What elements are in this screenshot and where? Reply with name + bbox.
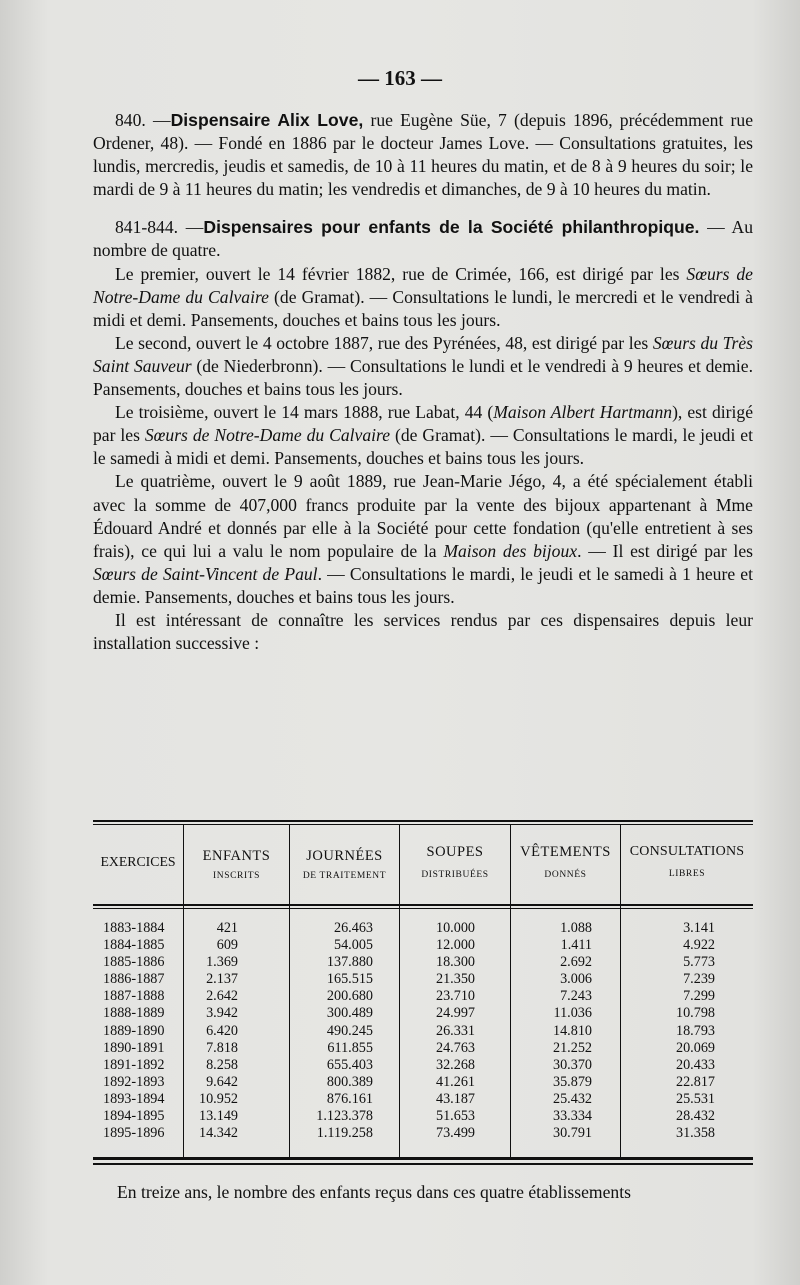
table-cell: 24.997 [435,1005,475,1022]
table-top-rule-thin [93,824,753,825]
entry-number: 841-844. — [115,217,204,238]
table-cell: 421 [216,920,238,936]
table-cell: 1883-1884 [103,920,165,936]
table-cell: 1.411 [560,937,592,954]
table-cell: 28.432 [675,1108,715,1125]
table-cell: 165.515 [326,971,373,988]
table-cell: 876.161 [326,1090,373,1107]
table-cell: 1895-1896 [103,1125,165,1142]
table-cell: 43.187 [435,1090,475,1107]
header-journees [290,848,399,881]
table-cell: 10.952 [198,1090,238,1107]
table-cell: 4.922 [683,937,715,954]
table-cell: 137.880 [326,954,373,971]
text-run: Le quatrième, ouvert le 9 août 1889, rue Jean-Marie Jégo, 4, a été spécialement établi avec la somme de 407,000 francs produite par la vente des bijoux appartenant à Mme Édouard André et donnés par elle à la Société pour cette fondation (qu'elle entretient à ses frais), ce qui lui a valu le nom populaire de la [93,471,753,561]
table-cell: 12.000 [435,937,475,954]
column-consultations [653,920,715,1142]
text-run: Le second, ouvert le 4 octobre 1887, rue des Pyrénées, 48, est dirigé par les [115,332,653,353]
table-cell: 14.342 [198,1125,238,1142]
table-cell: 2.642 [206,988,238,1005]
statistics-table [93,820,753,1170]
italic-run: Maison Albert Hartmann [493,402,673,423]
table-cell: 1.369 [206,954,238,971]
table-cell: 655.403 [326,1056,373,1073]
table-cell: 30.791 [552,1125,592,1142]
table-cell: 5.773 [683,954,715,971]
entry-title: Dispensaires pour enfants de la Société philanthropique. [203,217,700,238]
header-sublabel: DE TRAITEMENT [302,871,387,881]
italic-run: Sœurs de Notre-Dame du Calvaire [144,425,391,446]
table-cell: 3.006 [560,971,592,988]
header-exercices [93,854,183,870]
table-cell: 9.642 [206,1073,238,1090]
body-text [93,109,753,655]
table-cell: 41.261 [435,1073,475,1090]
text-run: Le premier, ouvert le 14 février 1882, rue de Crimée, 166, est dirigé par les [115,263,687,284]
table-cell: 7.818 [206,1039,238,1056]
table-cell: 1890-1891 [103,1039,165,1056]
header-enfants [184,848,289,881]
table-cell: 18.793 [675,1022,715,1039]
header-label: SOUPES [426,844,484,860]
table-cell: 13.149 [198,1108,238,1125]
table-cell: 26.463 [333,920,373,936]
table-cell: 8.258 [206,1056,238,1073]
table-cell: 21.350 [435,971,475,988]
text-run: ), est dirigé par les [93,402,753,446]
table-cell: 1885-1886 [103,954,165,971]
column-journees [298,920,373,1142]
table-cell: 21.252 [552,1039,592,1056]
table-cell: 18.300 [435,954,475,971]
paragraph-premier [93,263,753,332]
table-header-rule [93,904,753,906]
header-label: VÊTEMENTS [520,844,611,860]
table-cell: 30.370 [552,1056,592,1073]
table-cell: 490.245 [326,1022,373,1039]
header-soupes [400,844,510,880]
table-cell: 1889-1890 [103,1022,165,1039]
table-cell: 1892-1893 [103,1073,165,1090]
table-cell: 1886-1887 [103,971,165,988]
table-cell: 20.433 [675,1056,715,1073]
header-label: CONSULTATIONS [629,844,745,859]
table-cell: 2.692 [560,954,592,971]
table-cell: 1893-1894 [103,1090,165,1107]
paragraph-interessant: Il est intéressant de connaître les services rendus par ces dispensaires depuis leur installation successive : [93,609,753,654]
header-label: EXERCICES [100,854,176,869]
entry-number: 840. — [115,110,171,130]
table-cell: 1.123.378 [316,1108,373,1125]
table-cell: 6.420 [206,1022,238,1039]
table-cell: 31.358 [675,1125,715,1142]
table-cell: 1894-1895 [103,1108,165,1125]
text-run: . — Consultations le mardi, le jeudi et le samedi à 1 heure et demie. Pansements, douches et bains tous les jours. [93,563,754,607]
text-run: Le troisième, ouvert le 14 mars 1888, rue Labat, 44 ( [115,402,494,423]
paragraph-second [93,332,753,401]
italic-run: Maison des bijoux [443,540,578,561]
text-run: (de Gramat). — Consultations le mardi, le jeudi et le samedi à midi et demi. Pansements, douches et bains tous les jours. [93,425,753,469]
table-top-rule [93,820,753,822]
header-consultations [621,844,753,879]
entry-841-844 [93,216,753,262]
header-sublabel: DONNÉS [544,870,587,880]
header-sublabel: INSCRITS [212,871,261,881]
table-cell: 25.531 [675,1090,715,1107]
table-cell: 611.855 [327,1039,373,1056]
column-enfants [193,920,238,1142]
table-cell: 24.763 [435,1039,475,1056]
paragraph-quatrieme [93,470,753,609]
italic-run: Sœurs de Saint-Vincent de Paul [93,563,318,584]
entry-840 [93,109,753,201]
entry-text: rue Eugène Süe, 7 (depuis 1896, précédemment rue Ordener, 48). — Fondé en 1886 par le docteur James Love. — Consultations gratuites, les lundis, mercredis, jeudis et samedis, de 10 à 11 heures du matin, et de 8 à 9 heures du soir; le mardi de 9 à 11 heures du matin; les vendredis et dimanches, de 9 à 10 heures du matin. [93,110,754,200]
table-cell: 25.432 [552,1090,592,1107]
table-cell: 1888-1889 [103,1005,165,1022]
table-cell: 300.489 [326,1005,373,1022]
table-cell: 26.331 [435,1022,475,1039]
table-cell: 14.810 [552,1022,592,1039]
page-number: — 163 — [358,66,442,90]
table-cell: 11.036 [553,1005,592,1022]
table-cell: 35.879 [552,1073,592,1090]
header-sublabel: DISTRIBUÉES [421,870,489,880]
table-cell: 609 [216,937,238,954]
entry-title: Dispensaire Alix Love, [170,110,364,130]
entry-text: — Au nombre de quatre. [93,217,753,261]
table-cell: 200.680 [326,988,373,1005]
table-cell: 7.243 [560,988,592,1005]
column-soupes [413,920,475,1142]
table-cell: 23.710 [435,988,475,1005]
table-cell: 1.088 [560,920,592,936]
table-cell: 20.069 [675,1039,715,1056]
table-cell: 54.005 [333,937,373,954]
table-cell: 51.653 [435,1108,475,1125]
text-run: (de Gramat). — Consultations le lundi, le mercredi et le vendredi à midi et demi. Pansements, douches et bains tous les jours. [93,286,753,330]
table-cell: 22.817 [675,1073,715,1090]
table-cell: 1884-1885 [103,937,165,954]
table-bottom-rule [93,1157,753,1160]
table-cell: 3.141 [683,920,715,936]
table-cell: 33.334 [552,1108,592,1125]
italic-run: Sœurs du Très Saint Sauveur [93,332,753,376]
header-label: JOURNÉES [306,848,383,864]
table-cell: 7.239 [683,971,715,988]
text-run: (de Niederbronn). — Consultations le lundi et le vendredi à 9 heures et demie. Pansements, douches et bains tous les jours. [93,355,754,400]
table-cell: 800.389 [326,1073,373,1090]
header-label: ENFANTS [202,848,271,864]
table-cell: 1891-1892 [103,1056,165,1073]
footer-line: En treize ans, le nombre des enfants reçus dans ces quatre établissements [117,1182,631,1202]
column-exercices [103,920,181,1142]
table-cell: 7.299 [683,988,715,1005]
header-sublabel: LIBRES [668,869,706,879]
table-cell: 3.942 [206,1005,238,1022]
table-bottom-rule-thin [93,1163,753,1165]
italic-run: Sœurs de Notre-Dame du Calvaire [93,263,753,307]
table-cell: 10.798 [675,1005,715,1022]
table-cell: 2.137 [206,971,238,988]
table-cell: 1.119.258 [316,1125,373,1142]
column-vetements [533,920,592,1142]
table-cell: 10.000 [435,920,475,936]
header-vetements [511,844,620,880]
table-header-rule-thin [93,908,753,909]
table-cell: 73.499 [435,1125,475,1142]
table-cell: 32.268 [435,1056,475,1073]
table-cell: 1887-1888 [103,988,165,1005]
paragraph-troisieme [93,401,753,470]
text-run: . — Il est dirigé par les [577,540,753,561]
